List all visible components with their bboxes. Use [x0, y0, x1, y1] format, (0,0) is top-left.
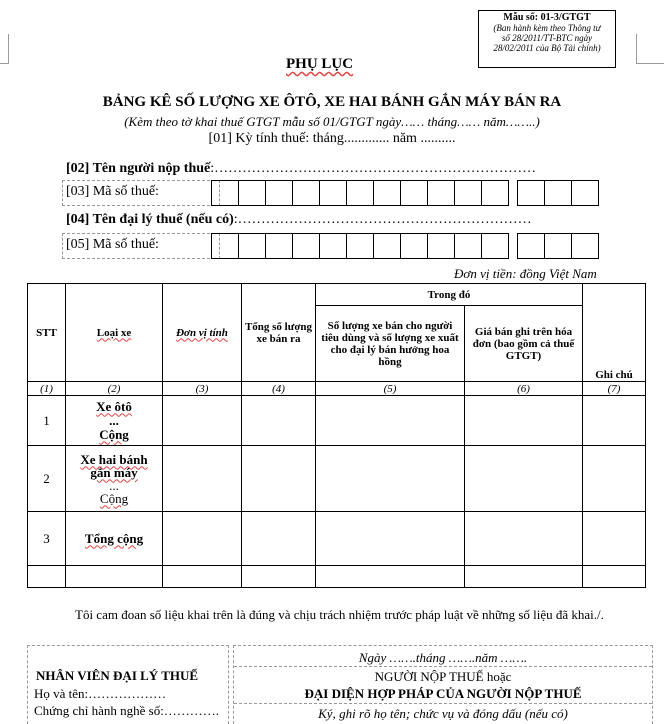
crop-mark-right-top [636, 34, 638, 64]
row-line: Cộng [99, 426, 129, 442]
table-cell[interactable] [316, 566, 465, 588]
form-code: Mẫu số: 01-3/GTGT [503, 12, 591, 23]
header-total-sold: Tổng số lượng xe bán ra [242, 284, 316, 382]
tax-id-2-label: [05] Mã số thuế: [66, 237, 159, 252]
table-cell[interactable] [242, 512, 316, 566]
signature-divider [234, 666, 652, 667]
header-stt: STT [28, 284, 66, 382]
tax-id-1-digit[interactable] [211, 180, 239, 206]
row-line: Cộng [99, 490, 129, 506]
tax-id-1-digit[interactable] [373, 180, 401, 206]
header-note: Ghi chú [583, 284, 646, 382]
tax-id-1-digit[interactable] [517, 180, 545, 206]
tax-id-2-digit[interactable] [571, 233, 599, 259]
table-cell[interactable] [583, 512, 646, 566]
tax-id-2-digit[interactable] [211, 233, 239, 259]
header-vehicle-type: Loại xe [66, 284, 163, 382]
tax-id-1-digit[interactable] [544, 180, 572, 206]
agent-name-dots[interactable]: :……………………………………………………… [233, 212, 532, 227]
tax-id-2-digit[interactable] [544, 233, 572, 259]
table-row [28, 512, 646, 566]
col-number-7: (7) [583, 382, 646, 396]
tax-id-1-digit[interactable] [238, 180, 266, 206]
tax-id-1-label-box [62, 180, 220, 206]
tax-id-1-digit[interactable] [571, 180, 599, 206]
table-cell[interactable] [242, 396, 316, 446]
agent-staff-heading: NHÂN VIÊN ĐẠI LÝ THUẾ [36, 668, 199, 683]
form-note-line-3: 28/02/2011 của Bộ Tài chính) [493, 43, 601, 53]
row-line: ... [109, 412, 119, 428]
table-cell[interactable] [316, 446, 465, 512]
tax-id-2-digit[interactable] [454, 233, 482, 259]
row-line: ... [109, 477, 119, 493]
row-stt: 1 [28, 396, 66, 446]
vehicle-sales-table [27, 283, 646, 588]
tax-id-1-digit[interactable] [400, 180, 428, 206]
table-cell[interactable] [583, 396, 646, 446]
table-cell[interactable] [465, 566, 583, 588]
row-stt: 3 [28, 512, 66, 566]
form-code-box [478, 10, 616, 68]
col-number-6: (6) [465, 382, 583, 396]
header-of-which: Trong đó [316, 284, 583, 306]
tax-id-2-digit[interactable] [346, 233, 374, 259]
tax-id-1-boxes[interactable] [212, 180, 599, 206]
tax-id-1-label: [03] Mã số thuế: [66, 184, 159, 199]
appendix-heading: PHỤ LỤC [286, 56, 354, 72]
table-cell[interactable] [28, 566, 66, 588]
signature-divider [234, 703, 652, 704]
crop-mark-right-corner [636, 63, 664, 64]
table-cell[interactable] [242, 446, 316, 512]
currency-unit-note: Đơn vị tiền: đồng Việt Nam [454, 266, 597, 281]
col-number-3: (3) [163, 382, 242, 396]
header-invoice-price: Giá bán ghi trên hóa đơn (bao gồm cả thuế GTGT) [465, 306, 583, 382]
taxpayer-name-dots[interactable]: :…………………………………………………………… [210, 161, 537, 176]
tax-id-2-digit[interactable] [319, 233, 347, 259]
tax-id-2-digit[interactable] [400, 233, 428, 259]
agent-name-line[interactable]: Họ và tên:……………… [34, 686, 167, 701]
table-cell[interactable] [163, 566, 242, 588]
row-line: Xe hai bánh [80, 451, 148, 467]
tax-id-1-digit[interactable] [346, 180, 374, 206]
tax-id-1-digit[interactable] [319, 180, 347, 206]
legal-representative-line: ĐẠI DIỆN HỢP PHÁP CỦA NGƯỜI NỘP THUẾ [304, 686, 582, 701]
crop-mark-left-top [0, 34, 9, 64]
tax-id-2-digit[interactable] [373, 233, 401, 259]
col-number-1: (1) [28, 382, 66, 396]
row-vehicle-cell [66, 396, 163, 446]
crop-mark-left-corner [0, 63, 8, 64]
tax-id-2-digit[interactable] [481, 233, 509, 259]
tax-id-1-digit[interactable] [454, 180, 482, 206]
table-cell[interactable] [316, 396, 465, 446]
table-cell[interactable] [316, 512, 465, 566]
col-number-2: (2) [66, 382, 163, 396]
col-number-5: (5) [316, 382, 465, 396]
table-row-empty [28, 566, 646, 588]
tax-id-2-label-box [62, 233, 220, 259]
table-cell[interactable] [465, 446, 583, 512]
tax-period-line: [01] Kỳ tính thuế: tháng............. năm .......... [208, 131, 456, 146]
tax-id-1-digit[interactable] [265, 180, 293, 206]
table-cell[interactable] [66, 566, 163, 588]
document-subtitle: (Kèm theo tờ khai thuế GTGT mẫu số 01/GTGT ngày…… tháng…… năm……..) [124, 114, 540, 129]
taxpayer-signature-block [233, 645, 653, 724]
table-cell[interactable] [163, 396, 242, 446]
table-cell[interactable] [163, 446, 242, 512]
header-unit: Đơn vị tính [163, 284, 242, 382]
tax-id-1-digit[interactable] [427, 180, 455, 206]
commitment-statement: Tôi cam đoan số liệu khai trên là đúng và chịu trách nhiệm trước pháp luật về những số liệu đã khai./. [75, 607, 604, 622]
tax-id-2-boxes[interactable] [212, 233, 599, 259]
table-cell[interactable] [465, 396, 583, 446]
table-row [28, 396, 646, 446]
agent-cert-line[interactable]: Chứng chỉ hành nghề số:…………. [34, 703, 220, 718]
form-note-line-2: số 28/2011/TT-BTC ngày [501, 33, 593, 43]
header-sold-to-consumers: Số lượng xe bán cho người tiêu dùng và số lượng xe xuất cho đại lý bán hưởng hoa hồng [316, 306, 465, 382]
table-cell[interactable] [163, 512, 242, 566]
tax-id-1-digit[interactable] [292, 180, 320, 206]
tax-id-2-digit[interactable] [292, 233, 320, 259]
table-cell[interactable] [242, 566, 316, 588]
tax-agent-staff-block [27, 645, 229, 724]
tax-id-1-digit[interactable] [481, 180, 509, 206]
col-number-4: (4) [242, 382, 316, 396]
row-line: gắn máy [90, 464, 138, 480]
row-stt: 2 [28, 446, 66, 512]
taxpayer-name-label: [02] Tên người nộp thuế [66, 161, 211, 176]
sign-instruction-line: Ký, ghi rõ họ tên; chức vụ và đóng dấu (nếu có) [318, 706, 568, 721]
row-vehicle-cell [66, 446, 163, 512]
taxpayer-name-row [66, 161, 536, 177]
taxpayer-or-line: NGƯỜI NỘP THUẾ hoặc [374, 669, 512, 684]
table-cell[interactable] [465, 512, 583, 566]
tax-id-2-digit[interactable] [427, 233, 455, 259]
agent-name-row [66, 212, 532, 228]
form-note-line-1: (Ban hành kèm theo Thông tư [493, 23, 601, 33]
document-title: BẢNG KÊ SỐ LƯỢNG XE ÔTÔ, XE HAI BÁNH GẮN MÁY BÁN RA [102, 94, 562, 110]
table-row [28, 446, 646, 512]
tax-id-2-digit[interactable] [517, 233, 545, 259]
row-vehicle-cell: Tổng cộng [66, 512, 163, 566]
table-cell[interactable] [583, 566, 646, 588]
agent-name-label: [04] Tên đại lý thuế (nếu có) [66, 212, 234, 227]
row-line: Xe ôtô [96, 398, 132, 414]
tax-id-2-digit[interactable] [238, 233, 266, 259]
table-cell[interactable] [583, 446, 646, 512]
signature-date-line[interactable]: Ngày …….tháng …….năm ……. [358, 650, 528, 665]
tax-id-2-digit[interactable] [265, 233, 293, 259]
